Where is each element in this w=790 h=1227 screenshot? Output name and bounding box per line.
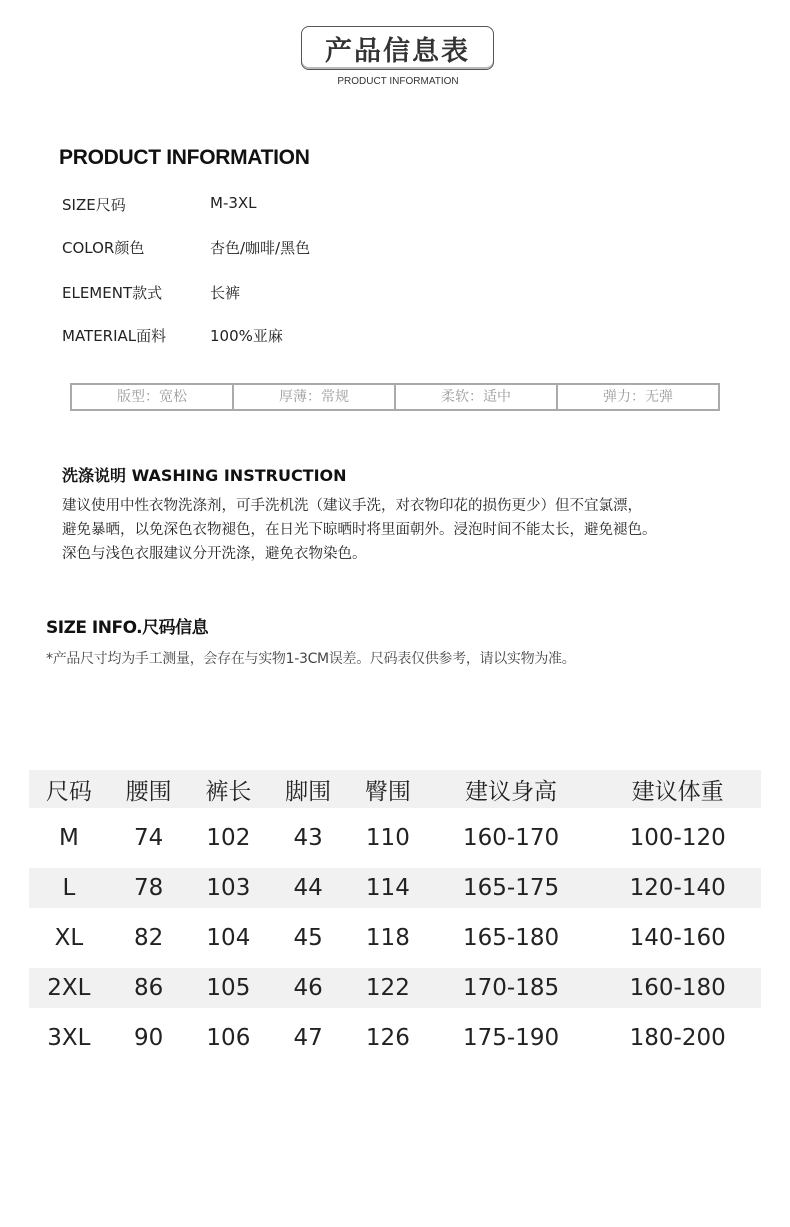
attribute-bar: [70, 383, 720, 411]
color-value: 杏色/咖啡/黑色: [210, 239, 311, 257]
header-cell: 脚围: [268, 770, 348, 808]
washing-line: 建议使用中性衣物洗涤剂，可手洗机洗（建议手洗，对衣物印花的损伤更少）但不宜氯漂，: [62, 498, 642, 514]
table-cell: 86: [109, 968, 189, 1008]
table-cell: XL: [54, 925, 84, 951]
header-cell: 裤长: [189, 770, 269, 808]
table-cell: 103: [189, 868, 269, 908]
table-cell: 46: [268, 968, 348, 1008]
header-cell: 腰围: [109, 770, 189, 808]
table-cell: M: [58, 825, 79, 851]
table-cell: 78: [109, 868, 189, 908]
attribute-softness: 柔软：适中: [396, 385, 558, 409]
table-cell: L: [29, 868, 109, 908]
table-cell: 82: [133, 925, 164, 951]
table-cell: 122: [348, 968, 428, 1008]
table-cell: 47: [293, 1025, 323, 1051]
table-header-row: [29, 770, 761, 808]
table-cell: 105: [189, 968, 269, 1008]
table-cell: 175-190: [463, 1025, 560, 1051]
table-cell: 170-185: [428, 968, 595, 1008]
color-label: COLOR颜色: [62, 239, 145, 257]
page-subtitle: PRODUCT INFORMATION: [337, 76, 459, 87]
washing-heading: 洗涤说明 WASHING INSTRUCTION: [62, 466, 347, 485]
table-cell: 74: [133, 825, 164, 851]
table-cell: 180-200: [629, 1025, 726, 1051]
element-value: 长裤: [210, 284, 241, 302]
header-cell: 尺码: [29, 770, 109, 808]
size-label: SIZE尺码: [62, 196, 126, 214]
size-table: [29, 770, 761, 1068]
table-cell: 140-160: [629, 925, 726, 951]
table-cell: 120-140: [594, 868, 761, 908]
attribute-elasticity: 弹力：无弹: [603, 389, 673, 405]
table-row: [29, 868, 761, 908]
table-cell: 45: [293, 925, 323, 951]
table-cell: 43: [293, 825, 323, 851]
washing-text: [62, 494, 762, 566]
table-cell: 118: [365, 925, 410, 951]
product-info-heading: PRODUCT INFORMATION: [59, 146, 310, 169]
washing-line: 避免暴晒，以免深色衣物褪色，在日光下晾晒时将里面朝外。浸泡时间不能太长，避免褪色。: [62, 522, 657, 538]
page-title: 产品信息表: [301, 26, 494, 70]
table-row: [29, 908, 761, 968]
size-info-heading: SIZE INFO.尺码信息: [46, 618, 209, 638]
table-cell: 114: [348, 868, 428, 908]
material-label: MATERIAL面料: [62, 327, 167, 345]
table-cell: 100-120: [629, 825, 726, 851]
attribute-thickness: 厚薄：常规: [234, 385, 396, 409]
table-row: [29, 968, 761, 1008]
table-cell: 165-180: [463, 925, 560, 951]
material-value: 100%亚麻: [210, 327, 283, 345]
size-value: M-3XL: [210, 194, 257, 212]
table-cell: 104: [206, 925, 251, 951]
table-cell: 2XL: [29, 968, 109, 1008]
table-cell: 165-175: [428, 868, 595, 908]
table-row: [29, 808, 761, 868]
table-cell: 90: [133, 1025, 164, 1051]
header-cell: 臀围: [348, 770, 428, 808]
table-cell: 160-180: [594, 968, 761, 1008]
attribute-fit: 版型：宽松: [72, 385, 234, 409]
table-cell: 102: [206, 825, 251, 851]
washing-line: 深色与浅色衣服建议分开洗涤，避免衣物染色。: [62, 546, 367, 562]
size-info-note: *产品尺寸均为手工测量，会存在与实物1-3CM误差。尺码表仅供参考，请以实物为准。: [46, 651, 576, 667]
table-row: [29, 1008, 761, 1068]
table-cell: 106: [206, 1025, 251, 1051]
table-cell: 3XL: [47, 1025, 91, 1051]
table-cell: 44: [268, 868, 348, 908]
table-cell: 126: [365, 1025, 410, 1051]
element-label: ELEMENT款式: [62, 284, 163, 302]
table-cell: 160-170: [463, 825, 560, 851]
table-cell: 110: [365, 825, 410, 851]
header-cell: 建议体重: [594, 770, 761, 808]
header-cell: 建议身高: [428, 770, 595, 808]
